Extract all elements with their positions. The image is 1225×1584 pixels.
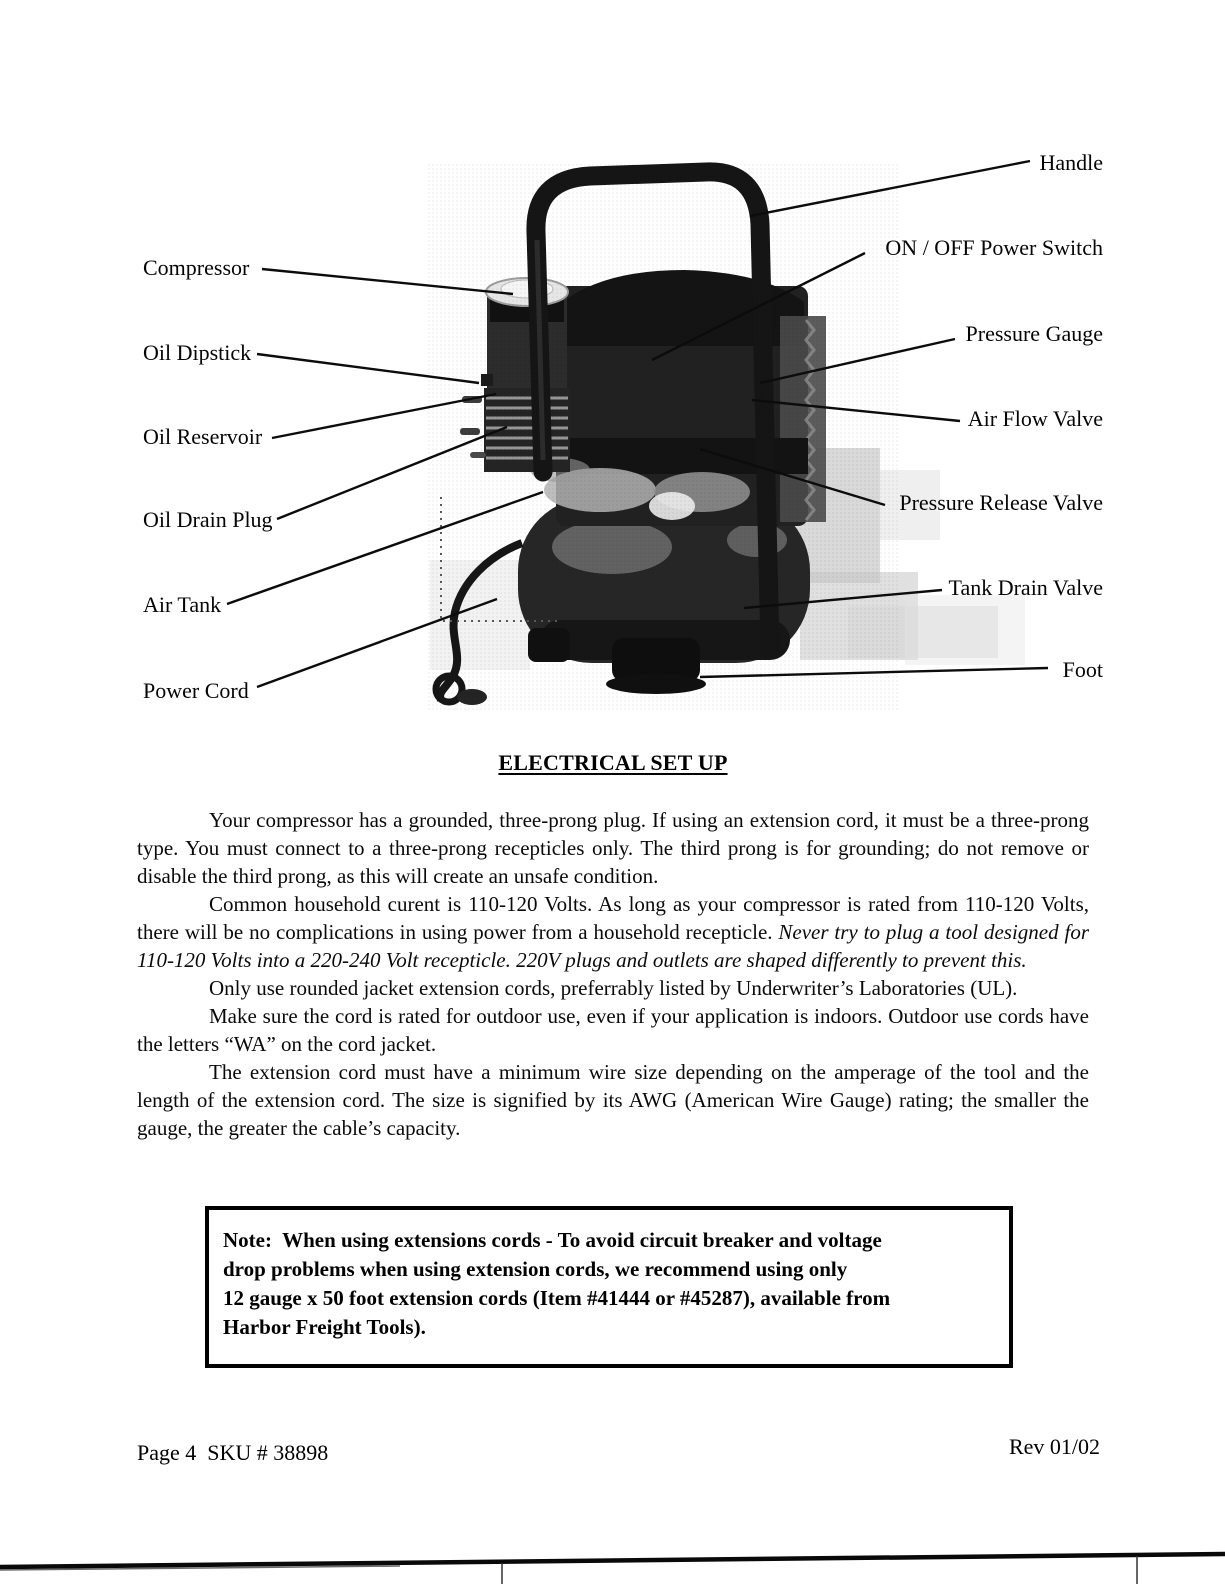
halftone-overlay [428, 162, 898, 712]
label-oil-drain-plug: Oil Drain Plug [143, 507, 273, 532]
scan-artifact [0, 1554, 1225, 1584]
label-oil-dipstick: Oil Dipstick [143, 340, 252, 365]
electrical-setup-section [137, 750, 1089, 1142]
label-pressure-release-valve: Pressure Release Valve [899, 490, 1103, 515]
paragraph-grounded-plug: Your compressor has a grounded, three-prong plug. If using an extension cord, it must be a three-prong type. You must connect to a three-prong recepticles only. The third prong is for grounding; do not remove or disable the third prong, as this will create an unsafe condition. [137, 808, 1089, 888]
note-box [205, 1206, 1013, 1368]
paragraph-rounded-jacket: Only use rounded jacket extension cords, preferrably listed by Underwriter’s Laboratories (UL). [209, 976, 1018, 1000]
section-heading: ELECTRICAL SET UP [498, 750, 728, 775]
paragraph-wire-size: The extension cord must have a minimum wire size depending on the amperage of the tool and the length of the extension cord. The size is signified by its AWG (American Wire Gauge) rating; the smaller the gauge, the greater the cable’s capacity. [137, 1060, 1089, 1140]
note-line: Note: When using extensions cords - To avoid circuit breaker and voltage [223, 1228, 882, 1252]
note-line: 12 gauge x 50 foot extension cords (Item #41444 or #45287), available from [223, 1286, 891, 1310]
footer-revision: Rev 01/02 [1008, 1434, 1100, 1459]
footer-page-sku: Page 4 SKU # 38898 [137, 1440, 329, 1465]
label-tank-drain-valve: Tank Drain Valve [948, 575, 1103, 600]
label-compressor: Compressor [143, 255, 250, 280]
label-handle: Handle [1039, 150, 1103, 175]
note-line: drop problems when using extension cords, we recommend using only [223, 1257, 848, 1281]
label-power-cord: Power Cord [143, 678, 249, 703]
note-line: Harbor Freight Tools). [223, 1315, 426, 1339]
paragraph-household-current-italic: Never try to plug a tool designed for 110-120 Volts into a 220-240 Volt recepticle. 220V plugs and outlets are shaped differently to prevent this. [137, 920, 1089, 972]
label-air-tank: Air Tank [143, 592, 222, 617]
label-air-flow-valve: Air Flow Valve [967, 406, 1103, 431]
paragraph-household-current [137, 890, 1089, 974]
label-on-off-power-switch: ON / OFF Power Switch [885, 235, 1103, 260]
paragraph-outdoor-use: Make sure the cord is rated for outdoor use, even if your application is indoors. Outdoor use cords have the letters “WA” on the cord jacket. [137, 1004, 1089, 1056]
label-oil-reservoir: Oil Reservoir [143, 424, 263, 449]
label-foot: Foot [1062, 657, 1103, 682]
paragraph-household-current-normal: Common household curent is 110-120 Volts. As long as your compressor is rated from 110-120 Volts, there will be no complications in using power from a household recepticle. [137, 892, 1089, 944]
label-pressure-gauge: Pressure Gauge [965, 321, 1103, 346]
